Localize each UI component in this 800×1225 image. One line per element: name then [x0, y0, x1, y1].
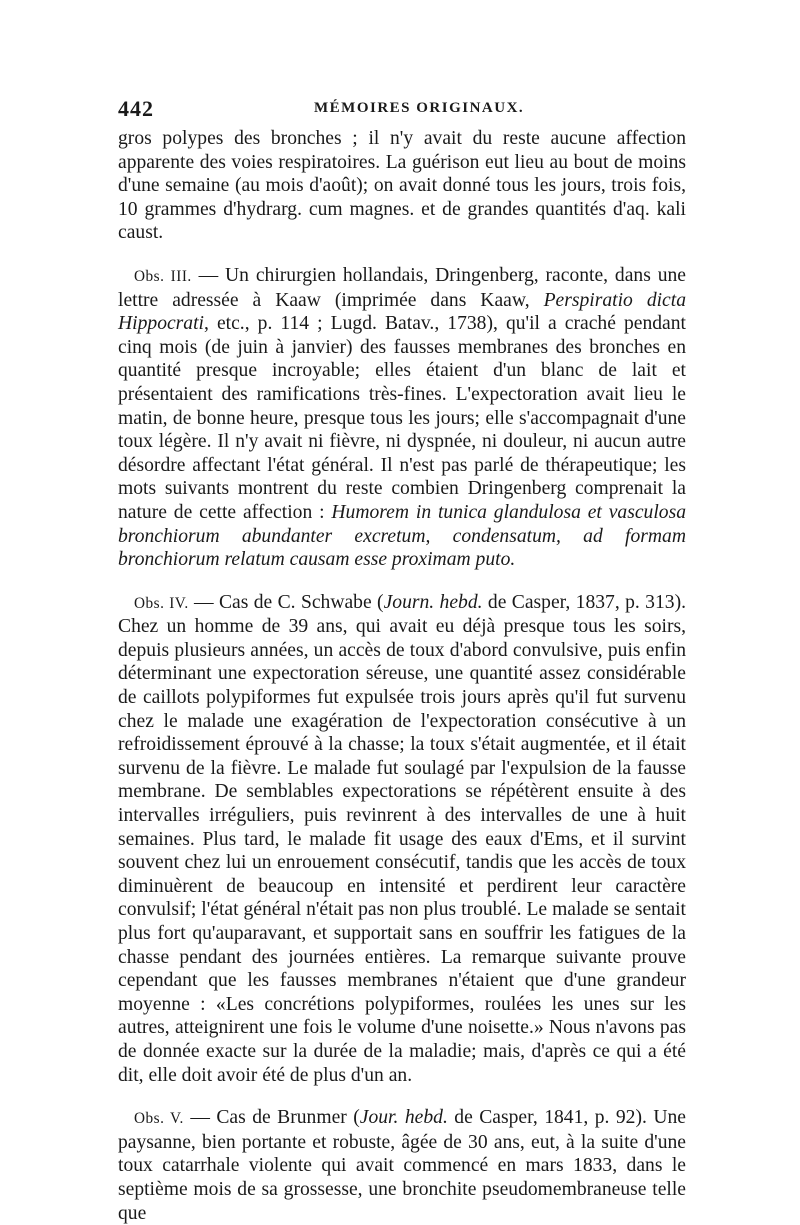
page-number: 442 [118, 96, 154, 121]
page-header [118, 96, 688, 126]
observation-text: — Cas de Brunmer ( [183, 1107, 360, 1129]
observation-label: Obs. IV. [134, 594, 189, 612]
observation-text: — Un chirurgien hollandais, Dringenberg, raconte, dans une lettre adressée à Kaaw (imprimée dans Kaaw, [118, 264, 686, 311]
observation-3 [118, 264, 686, 572]
observation-text: de Casper, 1837, p. 313). Chez un homme de 39 ans, qui avait eu déjà presque tous les soirs, depuis plusieurs années, un accès de toux d'abord convulsive, puis enfin déterminant une expectoration séreuse, une quantité assez considérable de caillots polypiformes fut expulsée trois jours après qu'il fut survenu chez le malade une exagération de l'expectoration consécutive à un refroidissement éprouvé à la chasse; la toux s'était augmentée, et il était survenu de la fièvre. Le malade fut soulagé par l'expulsion de la fausse membrane. De semblables expectorations se répétèrent ensuite à des intervalles irréguliers, puis revinrent à des intervalles de une à huit semaines. Plus tard, le malade fit usage des eaux d'Ems, et il survint souvent chez lui un enrouement consécutif, tandis que les accès de toux diminuèrent de beaucoup en intensité et perdirent leur caractère convulsif; l'état général n'était pas non plus troublé. Le malade se sentait plus fort qu'auparavant, et supportait sans en souffrir les fatigues de la chasse pendant des journées entières. La remarque suivante prouve cependant que les fausses membranes n'étaient que d'une grandeur moyenne : «Les concrétions polypiformes, roulées les unes sur les autres, atteignirent une fois le volume d'une noisette.» Nous n'avons pas de donnée exacte sur la durée de la maladie; mais, d'après ce qui a été dit, elle doit avoir été de plus d'un an. [118, 591, 687, 1086]
observation-text: — Cas de C. Schwabe ( [188, 591, 384, 613]
latin-quote: Humorem in tunica glandulosa et vasculosa bronchiorum abundanter excretum, condensatum, ad formam bronchiorum relatum causam esse proximam puto. [118, 501, 686, 571]
observation-text: de Casper, 1841, p. 92). Une paysanne, bien portante et robuste, âgée de 30 ans, eut, à la suite d'une toux catarrhale violente qui avait commencé en mars 1833, dans le septième mois de sa grossesse, une bronchite pseudomembraneuse telle que [118, 1107, 686, 1224]
citation-title: Jour. hebd. [359, 1107, 448, 1129]
running-title: MÉMOIRES ORIGINAUX. [314, 100, 525, 116]
observation-label: Obs. III. [134, 267, 192, 285]
observation-text: , etc., p. 114 ; Lugd. Batav., 1738), qu'il a craché pendant cinq mois (de juin à janvier) des fausses membranes des bronches en quantité presque incroyable; elles étaient d'un blanc de lait et présentaient des ramifications très-fines. L'expectoration avait lieu le matin, de bonne heure, presque tous les jours; elle s'accompagnait d'une toux légère. Il n'y avait ni fièvre, ni dyspnée, ni douleur, ni aucun autre désordre affectant l'état général. Il n'est pas parlé de thérapeutique; les mots suivants montrent du reste combien Dringenberg comprenait la nature de cette affection : [118, 313, 686, 523]
paragraph-text: gros polypes des bronches ; il n'y avait du reste aucune affection apparente des voies respiratoires. La guérison eut lieu au bout de moins d'une semaine (au mois d'août); on avait donné tous les jours, trois fois, 10 grammes d'hydrarg. cum magnes. et de grandes quantités d'aq. kali caust. [118, 128, 686, 244]
citation-title: Perspiratio dicta Hippocrati [118, 289, 686, 335]
observation-label: Obs. V. [134, 1110, 184, 1128]
citation-title: Journ. hebd. [383, 591, 483, 613]
paragraph-continuation [118, 127, 686, 245]
observation-5 [118, 1106, 686, 1225]
body-text [118, 127, 686, 1225]
observation-4 [118, 591, 686, 1087]
